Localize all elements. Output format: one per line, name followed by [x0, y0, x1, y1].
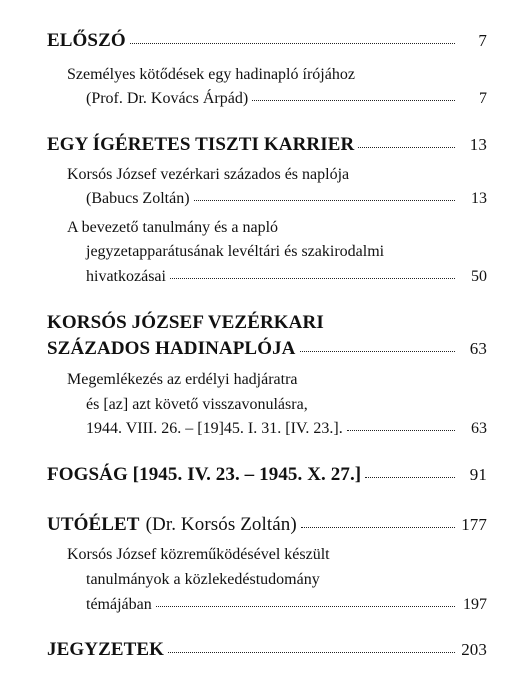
entry-author: (Prof. Dr. Kovács Árpád) — [86, 90, 249, 107]
entry-title: Személyes kötődések egy hadinapló írójához — [67, 66, 355, 83]
toc-subentry-line — [67, 66, 355, 84]
page-number: 63 — [469, 339, 487, 358]
entry-title: EGY ÍGÉRETES TISZTI KARRIER — [47, 134, 355, 155]
toc-subentry-temajaban[interactable] — [86, 596, 487, 614]
entry-title: Korsós József közreműködésével készült — [67, 546, 330, 563]
dot-leader — [130, 42, 455, 44]
entry-author: (Dr. Korsós Zoltán) — [145, 514, 297, 535]
toc-subentry-szemelyes[interactable] — [86, 90, 487, 108]
toc-entry-hadinaploja[interactable] — [47, 338, 487, 360]
toc-subentry-line — [67, 166, 349, 184]
toc-subentry-line — [67, 371, 298, 389]
toc-entry-eloszo[interactable] — [47, 30, 487, 52]
toc-entry-utoelet[interactable] — [47, 514, 487, 536]
entry-title: hivatkozásai — [86, 268, 166, 285]
page-number: 13 — [469, 135, 487, 154]
entry-title: JEGYZETEK — [47, 639, 165, 660]
dot-leader — [168, 651, 455, 653]
dot-leader — [170, 277, 455, 279]
dot-leader — [301, 526, 455, 528]
entry-title: SZÁZADOS HADINAPLÓJA — [47, 338, 296, 359]
page-number: 197 — [463, 596, 487, 613]
entry-title: tanulmányok a közlekedéstudomány — [86, 571, 320, 588]
page-number: 7 — [479, 90, 487, 107]
toc-entry-line — [47, 312, 324, 334]
page-number: 203 — [461, 640, 487, 659]
page-number: 7 — [478, 31, 487, 50]
toc-subentry-line — [86, 571, 320, 589]
dot-leader — [252, 99, 455, 101]
entry-title: KORSÓS JÓZSEF VEZÉRKARI — [47, 312, 324, 333]
toc-subentry-megemlekezes[interactable] — [86, 420, 487, 438]
page-number: 13 — [471, 190, 487, 207]
dot-leader — [194, 199, 455, 201]
entry-title: FOGSÁG [1945. IV. 23. – 1945. X. 27.] — [47, 464, 362, 485]
page-number: 91 — [469, 465, 487, 484]
toc-entry-jegyzetek[interactable] — [47, 639, 487, 661]
toc-subentry-line — [86, 396, 308, 414]
toc-subentry-line — [67, 219, 278, 237]
toc-subentry-line — [86, 243, 384, 261]
entry-title: és [az] azt követő visszavonulásra, — [86, 396, 308, 413]
page-number: 177 — [461, 515, 487, 534]
entry-title: témájában — [86, 596, 152, 613]
toc-subentry-naploja[interactable] — [86, 190, 487, 208]
dot-leader — [365, 476, 455, 478]
entry-author: (Babucs Zoltán) — [86, 190, 190, 207]
entry-title: UTÓÉLET — [47, 514, 140, 535]
dot-leader — [300, 350, 455, 352]
toc-entry-fogsag[interactable] — [47, 464, 487, 486]
toc-entry-karrier[interactable] — [47, 134, 487, 156]
entry-title: Megemlékezés az erdélyi hadjáratra — [67, 371, 298, 388]
entry-title: Korsós József vezérkari százados és naplója — [67, 166, 350, 183]
toc-subentry-line — [67, 546, 330, 564]
dot-leader — [347, 429, 455, 431]
entry-title: ELŐSZÓ — [47, 30, 126, 51]
dot-leader — [358, 146, 455, 148]
page-number: 50 — [471, 268, 487, 285]
page-number: 63 — [471, 420, 487, 437]
toc-subentry-hivatkozasai[interactable] — [86, 268, 487, 286]
entry-title: 1944. VIII. 26. – [19]45. I. 31. [IV. 23.]. — [86, 420, 343, 437]
entry-title: A bevezető tanulmány és a napló — [67, 219, 279, 236]
entry-title: jegyzetapparátusának levéltári és szakirodalmi — [86, 243, 385, 260]
dot-leader — [156, 605, 455, 607]
